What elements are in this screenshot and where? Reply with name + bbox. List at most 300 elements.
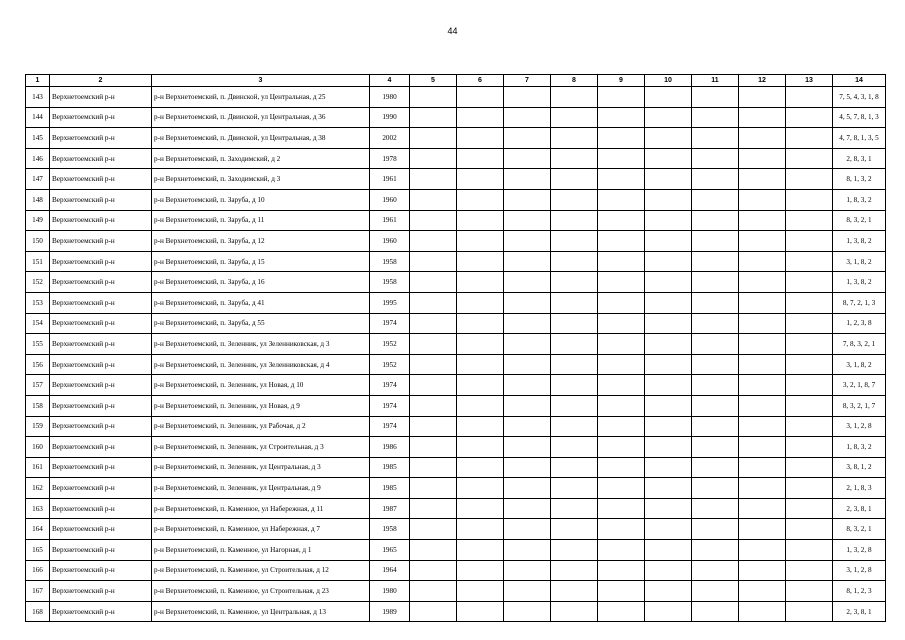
table-row: [26, 457, 886, 478]
empty-cell: [645, 128, 692, 149]
district-cell: Верхнетоемский р-н: [50, 210, 152, 231]
empty-cell: [410, 601, 457, 622]
empty-cell: [786, 292, 833, 313]
year-cell: 1980: [370, 581, 410, 602]
empty-cell: [504, 231, 551, 252]
empty-cell: [739, 107, 786, 128]
empty-cell: [739, 169, 786, 190]
empty-cell: [504, 148, 551, 169]
table-row: [26, 272, 886, 293]
empty-cell: [551, 292, 598, 313]
empty-cell: [645, 334, 692, 355]
empty-cell: [410, 272, 457, 293]
empty-cell: [739, 292, 786, 313]
empty-cell: [457, 292, 504, 313]
address-cell: р-н Верхнетоемский, п. Каменное, ул Строительная, д 23: [152, 581, 370, 602]
row-number-cell: 159: [26, 416, 50, 437]
empty-cell: [739, 251, 786, 272]
empty-cell: [739, 128, 786, 149]
empty-cell: [692, 395, 739, 416]
year-cell: 1985: [370, 457, 410, 478]
empty-cell: [504, 251, 551, 272]
empty-cell: [786, 189, 833, 210]
empty-cell: [692, 189, 739, 210]
empty-cell: [410, 416, 457, 437]
column-header: 4: [370, 75, 410, 87]
address-cell: р-н Верхнетоемский, п. Зеленник, ул Рабочая, д 2: [152, 416, 370, 437]
empty-cell: [410, 334, 457, 355]
empty-cell: [692, 272, 739, 293]
table-row: [26, 169, 886, 190]
empty-cell: [504, 87, 551, 108]
empty-cell: [551, 416, 598, 437]
address-cell: р-н Верхнетоемский, п. Заруба, д 41: [152, 292, 370, 313]
year-cell: 1978: [370, 148, 410, 169]
empty-cell: [692, 128, 739, 149]
empty-cell: [598, 169, 645, 190]
empty-cell: [739, 457, 786, 478]
empty-cell: [645, 272, 692, 293]
empty-cell: [598, 107, 645, 128]
empty-cell: [504, 395, 551, 416]
row-number-cell: 161: [26, 457, 50, 478]
empty-cell: [598, 437, 645, 458]
empty-cell: [786, 169, 833, 190]
address-cell: р-н Верхнетоемский, п. Заруба, д 10: [152, 189, 370, 210]
district-cell: Верхнетоемский р-н: [50, 498, 152, 519]
empty-cell: [692, 581, 739, 602]
year-cell: 2002: [370, 128, 410, 149]
year-cell: 1958: [370, 272, 410, 293]
empty-cell: [645, 375, 692, 396]
table-row: [26, 354, 886, 375]
empty-cell: [739, 87, 786, 108]
row-number-cell: 157: [26, 375, 50, 396]
row-number-cell: 143: [26, 87, 50, 108]
empty-cell: [598, 395, 645, 416]
year-cell: 1960: [370, 231, 410, 252]
empty-cell: [457, 313, 504, 334]
empty-cell: [786, 272, 833, 293]
empty-cell: [551, 375, 598, 396]
row-number-cell: 151: [26, 251, 50, 272]
empty-cell: [457, 128, 504, 149]
empty-cell: [551, 498, 598, 519]
district-cell: Верхнетоемский р-н: [50, 231, 152, 252]
empty-cell: [410, 581, 457, 602]
district-cell: Верхнетоемский р-н: [50, 148, 152, 169]
empty-cell: [551, 519, 598, 540]
row-number-cell: 168: [26, 601, 50, 622]
address-cell: р-н Верхнетоемский, п. Зеленник, ул Новая, д 10: [152, 375, 370, 396]
year-cell: 1980: [370, 87, 410, 108]
table-row: [26, 334, 886, 355]
row-number-cell: 144: [26, 107, 50, 128]
empty-cell: [645, 581, 692, 602]
code-cell: 3, 2, 1, 8, 7: [833, 375, 886, 396]
empty-cell: [598, 292, 645, 313]
empty-cell: [551, 128, 598, 149]
empty-cell: [410, 128, 457, 149]
empty-cell: [457, 375, 504, 396]
empty-cell: [645, 457, 692, 478]
empty-cell: [410, 189, 457, 210]
table-row: [26, 148, 886, 169]
code-cell: 1, 2, 3, 8: [833, 313, 886, 334]
year-cell: 1952: [370, 354, 410, 375]
empty-cell: [692, 251, 739, 272]
table-row: [26, 128, 886, 149]
empty-cell: [598, 375, 645, 396]
empty-cell: [551, 148, 598, 169]
address-cell: р-н Верхнетоемский, п. Зеленник, ул Зеленниковская, д 3: [152, 334, 370, 355]
empty-cell: [692, 334, 739, 355]
row-number-cell: 162: [26, 478, 50, 499]
table-body: [26, 87, 886, 622]
column-header: 5: [410, 75, 457, 87]
column-header: 14: [833, 75, 886, 87]
empty-cell: [504, 498, 551, 519]
empty-cell: [410, 148, 457, 169]
district-cell: Верхнетоемский р-н: [50, 313, 152, 334]
district-cell: Верхнетоемский р-н: [50, 375, 152, 396]
address-cell: р-н Верхнетоемский, п. Двинской, ул Центральная, д 36: [152, 107, 370, 128]
empty-cell: [551, 560, 598, 581]
district-cell: Верхнетоемский р-н: [50, 416, 152, 437]
empty-cell: [598, 128, 645, 149]
year-cell: 1958: [370, 251, 410, 272]
empty-cell: [692, 540, 739, 561]
district-cell: Верхнетоемский р-н: [50, 478, 152, 499]
table-row: [26, 210, 886, 231]
code-cell: 2, 3, 8, 1: [833, 601, 886, 622]
address-cell: р-н Верхнетоемский, п. Заходимский, д 2: [152, 148, 370, 169]
empty-cell: [692, 107, 739, 128]
data-table: [25, 74, 886, 622]
empty-cell: [692, 231, 739, 252]
empty-cell: [786, 416, 833, 437]
empty-cell: [504, 519, 551, 540]
empty-cell: [739, 334, 786, 355]
address-cell: р-н Верхнетоемский, п. Заходимский, д 3: [152, 169, 370, 190]
code-cell: 7, 5, 4, 3, 1, 8: [833, 87, 886, 108]
empty-cell: [504, 313, 551, 334]
year-cell: 1995: [370, 292, 410, 313]
empty-cell: [457, 231, 504, 252]
year-cell: 1958: [370, 519, 410, 540]
empty-cell: [551, 395, 598, 416]
row-number-cell: 148: [26, 189, 50, 210]
code-cell: 1, 8, 3, 2: [833, 437, 886, 458]
empty-cell: [786, 313, 833, 334]
empty-cell: [504, 128, 551, 149]
code-cell: 7, 8, 3, 2, 1: [833, 334, 886, 355]
empty-cell: [457, 478, 504, 499]
row-number-cell: 147: [26, 169, 50, 190]
empty-cell: [504, 292, 551, 313]
table-row: [26, 107, 886, 128]
district-cell: Верхнетоемский р-н: [50, 87, 152, 108]
code-cell: 1, 3, 8, 2: [833, 272, 886, 293]
empty-cell: [457, 395, 504, 416]
empty-cell: [551, 251, 598, 272]
empty-cell: [504, 478, 551, 499]
address-cell: р-н Верхнетоемский, п. Зеленник, ул Строительная, д 3: [152, 437, 370, 458]
district-cell: Верхнетоемский р-н: [50, 354, 152, 375]
empty-cell: [645, 478, 692, 499]
empty-cell: [739, 272, 786, 293]
empty-cell: [692, 498, 739, 519]
empty-cell: [504, 560, 551, 581]
empty-cell: [504, 169, 551, 190]
year-cell: 1960: [370, 189, 410, 210]
empty-cell: [410, 169, 457, 190]
column-header: 10: [645, 75, 692, 87]
empty-cell: [786, 251, 833, 272]
empty-cell: [598, 272, 645, 293]
empty-cell: [410, 292, 457, 313]
empty-cell: [739, 313, 786, 334]
empty-cell: [598, 478, 645, 499]
empty-cell: [410, 478, 457, 499]
empty-cell: [739, 601, 786, 622]
year-cell: 1974: [370, 375, 410, 396]
empty-cell: [645, 601, 692, 622]
empty-cell: [457, 540, 504, 561]
year-cell: 1961: [370, 210, 410, 231]
empty-cell: [598, 189, 645, 210]
address-cell: р-н Верхнетоемский, п. Заруба, д 12: [152, 231, 370, 252]
empty-cell: [504, 416, 551, 437]
empty-cell: [457, 107, 504, 128]
empty-cell: [739, 540, 786, 561]
column-header: 3: [152, 75, 370, 87]
empty-cell: [739, 416, 786, 437]
empty-cell: [786, 560, 833, 581]
row-number-cell: 146: [26, 148, 50, 169]
table-header-row: [26, 75, 886, 87]
empty-cell: [692, 437, 739, 458]
empty-cell: [504, 210, 551, 231]
year-cell: 1985: [370, 478, 410, 499]
empty-cell: [457, 210, 504, 231]
table-row: [26, 292, 886, 313]
empty-cell: [457, 272, 504, 293]
empty-cell: [504, 457, 551, 478]
district-cell: Верхнетоемский р-н: [50, 540, 152, 561]
code-cell: 3, 1, 8, 2: [833, 251, 886, 272]
district-cell: Верхнетоемский р-н: [50, 251, 152, 272]
row-number-cell: 163: [26, 498, 50, 519]
empty-cell: [598, 457, 645, 478]
empty-cell: [645, 395, 692, 416]
empty-cell: [457, 437, 504, 458]
empty-cell: [551, 189, 598, 210]
empty-cell: [739, 231, 786, 252]
district-cell: Верхнетоемский р-н: [50, 519, 152, 540]
district-cell: Верхнетоемский р-н: [50, 560, 152, 581]
code-cell: 2, 1, 8, 3: [833, 478, 886, 499]
row-number-cell: 156: [26, 354, 50, 375]
column-header: 13: [786, 75, 833, 87]
row-number-cell: 149: [26, 210, 50, 231]
empty-cell: [739, 375, 786, 396]
empty-cell: [457, 148, 504, 169]
empty-cell: [739, 519, 786, 540]
empty-cell: [457, 354, 504, 375]
empty-cell: [786, 540, 833, 561]
address-cell: р-н Верхнетоемский, п. Каменное, ул Набережная, д 11: [152, 498, 370, 519]
empty-cell: [457, 457, 504, 478]
empty-cell: [410, 498, 457, 519]
empty-cell: [739, 437, 786, 458]
empty-cell: [410, 107, 457, 128]
empty-cell: [551, 478, 598, 499]
empty-cell: [410, 540, 457, 561]
empty-cell: [504, 437, 551, 458]
year-cell: 1987: [370, 498, 410, 519]
address-cell: р-н Верхнетоемский, п. Заруба, д 11: [152, 210, 370, 231]
district-cell: Верхнетоемский р-н: [50, 292, 152, 313]
empty-cell: [692, 560, 739, 581]
empty-cell: [786, 128, 833, 149]
code-cell: 2, 8, 3, 1: [833, 148, 886, 169]
district-cell: Верхнетоемский р-н: [50, 437, 152, 458]
page-number: 44: [447, 26, 458, 36]
row-number-cell: 155: [26, 334, 50, 355]
empty-cell: [645, 354, 692, 375]
column-header: 6: [457, 75, 504, 87]
year-cell: 1965: [370, 540, 410, 561]
empty-cell: [739, 395, 786, 416]
empty-cell: [692, 478, 739, 499]
empty-cell: [786, 457, 833, 478]
empty-cell: [410, 395, 457, 416]
table-row: [26, 313, 886, 334]
district-cell: Верхнетоемский р-н: [50, 169, 152, 190]
column-header: 11: [692, 75, 739, 87]
table-row: [26, 375, 886, 396]
empty-cell: [786, 437, 833, 458]
table-row: [26, 395, 886, 416]
empty-cell: [786, 375, 833, 396]
empty-cell: [692, 416, 739, 437]
empty-cell: [645, 560, 692, 581]
row-number-cell: 166: [26, 560, 50, 581]
empty-cell: [410, 560, 457, 581]
empty-cell: [457, 416, 504, 437]
empty-cell: [457, 87, 504, 108]
empty-cell: [598, 581, 645, 602]
empty-cell: [410, 354, 457, 375]
empty-cell: [504, 107, 551, 128]
empty-cell: [645, 87, 692, 108]
year-cell: 1974: [370, 416, 410, 437]
table-row: [26, 601, 886, 622]
empty-cell: [645, 189, 692, 210]
empty-cell: [739, 354, 786, 375]
empty-cell: [457, 560, 504, 581]
empty-cell: [551, 540, 598, 561]
empty-cell: [645, 519, 692, 540]
empty-cell: [551, 210, 598, 231]
code-cell: 4, 7, 8, 1, 3, 5: [833, 128, 886, 149]
empty-cell: [692, 87, 739, 108]
empty-cell: [457, 334, 504, 355]
empty-cell: [786, 87, 833, 108]
empty-cell: [739, 560, 786, 581]
code-cell: 3, 8, 1, 2: [833, 457, 886, 478]
empty-cell: [410, 375, 457, 396]
empty-cell: [645, 210, 692, 231]
empty-cell: [410, 519, 457, 540]
empty-cell: [786, 581, 833, 602]
empty-cell: [551, 313, 598, 334]
empty-cell: [551, 601, 598, 622]
empty-cell: [739, 189, 786, 210]
code-cell: 2, 3, 8, 1: [833, 498, 886, 519]
table-row: [26, 498, 886, 519]
empty-cell: [692, 292, 739, 313]
empty-cell: [551, 107, 598, 128]
code-cell: 8, 1, 2, 3: [833, 581, 886, 602]
empty-cell: [786, 519, 833, 540]
empty-cell: [645, 540, 692, 561]
empty-cell: [551, 231, 598, 252]
empty-cell: [692, 375, 739, 396]
row-number-cell: 160: [26, 437, 50, 458]
empty-cell: [551, 437, 598, 458]
empty-cell: [598, 416, 645, 437]
empty-cell: [645, 231, 692, 252]
row-number-cell: 150: [26, 231, 50, 252]
empty-cell: [786, 334, 833, 355]
address-cell: р-н Верхнетоемский, п. Зеленник, ул Зеленниковская, д 4: [152, 354, 370, 375]
empty-cell: [645, 313, 692, 334]
year-cell: 1961: [370, 169, 410, 190]
empty-cell: [598, 210, 645, 231]
empty-cell: [645, 416, 692, 437]
empty-cell: [598, 354, 645, 375]
empty-cell: [504, 334, 551, 355]
table-row: [26, 189, 886, 210]
row-number-cell: 165: [26, 540, 50, 561]
address-cell: р-н Верхнетоемский, п. Заруба, д 55: [152, 313, 370, 334]
district-cell: Верхнетоемский р-н: [50, 128, 152, 149]
empty-cell: [692, 148, 739, 169]
empty-cell: [739, 478, 786, 499]
district-cell: Верхнетоемский р-н: [50, 395, 152, 416]
empty-cell: [410, 251, 457, 272]
column-header: 9: [598, 75, 645, 87]
empty-cell: [457, 169, 504, 190]
empty-cell: [786, 498, 833, 519]
empty-cell: [504, 601, 551, 622]
row-number-cell: 154: [26, 313, 50, 334]
empty-cell: [692, 519, 739, 540]
empty-cell: [645, 107, 692, 128]
address-cell: р-н Верхнетоемский, п. Каменное, ул Строительная, д 12: [152, 560, 370, 581]
empty-cell: [457, 601, 504, 622]
empty-cell: [692, 354, 739, 375]
empty-cell: [551, 87, 598, 108]
empty-cell: [598, 313, 645, 334]
empty-cell: [598, 231, 645, 252]
empty-cell: [786, 210, 833, 231]
year-cell: 1990: [370, 107, 410, 128]
empty-cell: [645, 498, 692, 519]
empty-cell: [739, 148, 786, 169]
